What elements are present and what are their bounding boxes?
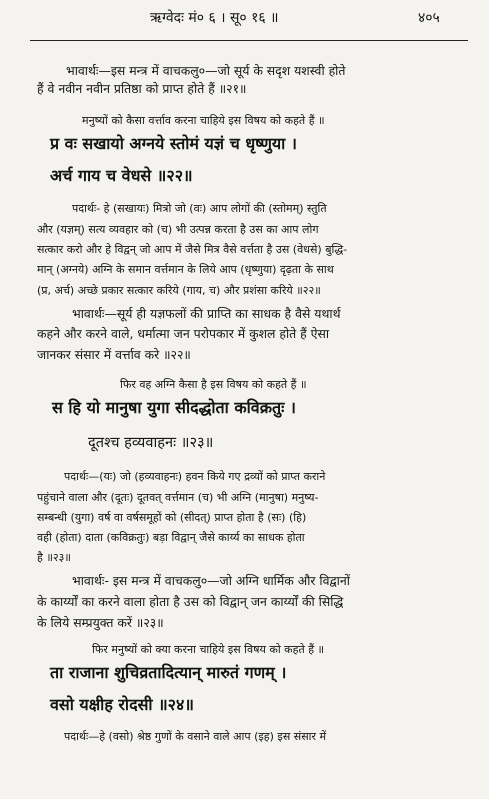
- padarth-24-line-1: पदार्थः—हे (वसो) श्रेष्ठ गुणों के वसाने वाले आप (इह) इस संसार में: [64, 730, 327, 743]
- padarth-23-line-5: है ॥२३॥: [37, 551, 71, 564]
- header-rule: [30, 40, 468, 41]
- padarth-22-line-2: और (यज्ञम्) सत्य व्यवहार को (च) भी उत्पन्न करता है उस का आप लोग: [37, 223, 319, 236]
- bhavarth-22-line-1: भावार्थः—सूर्य ही यज्ञफलों की प्राप्ति का साधक है वैसे यथार्थ: [72, 306, 341, 321]
- mantra-24-line-1: ता राजाना शुचिव्रतादित्यान् मारुतं गणम् ।: [50, 663, 287, 682]
- page-number: ४०५: [418, 10, 440, 26]
- mantra-24-line-2: वसो यक्षीह रोदसी ॥२४॥: [50, 695, 194, 714]
- mantra-23-line-2: दूतश्च हव्यवाहनः ॥२३॥: [88, 434, 214, 451]
- intro-24: फिर मनुष्यों को क्या करना चाहिये इस विषय को कहते हैं ॥: [92, 643, 325, 656]
- padarth-23-line-3: सम्बन्धी (युगा) वर्ष वा वर्षसमूहों को (सीदत्) प्राप्त होता है (सः) (हि): [37, 511, 307, 524]
- mantra-23-line-1: स हि यो मानुषा युगा सीदद्धोता कविक्रतुः ।: [52, 398, 296, 417]
- bhavarth-22-line-2: कहने और करने वाले, धर्मात्मा जन परोपकार में कुशल होते हैं ऐसा: [37, 326, 330, 341]
- running-header: ऋग्वेदः मं० ६ । सू० १६ ॥: [150, 10, 279, 26]
- bhavarth-22-line-3: जानकर संसार में वर्त्ताव करे ॥२२॥: [37, 347, 191, 362]
- padarth-22-line-5: (प्र, अर्च) अच्छे प्रकार सत्कार करिये (गाय, च) और प्रशंसा करिये ॥२२॥: [37, 284, 321, 297]
- bhavarth-21-line-1: भावार्थः—इस मन्त्र में वाचकलु०—जो सूर्य के सदृश यशस्वी होते: [66, 63, 346, 78]
- padarth-22-line-4: मान् (अग्नये) अग्नि के समान वर्त्तमान के लिये आप (धृष्णुया) दृढ़ता के साथ: [37, 263, 334, 276]
- bhavarth-21-line-2: हैं वे नवीन नवीन प्रतिष्ठा को प्राप्त होते हैं ॥२१॥: [37, 81, 247, 96]
- intro-22: मनुष्यों को कैसा वर्त्ताव करना चाहिये इस विषय को कहते हैं ॥: [82, 114, 325, 127]
- bhavarth-23-line-2: के कार्य्यों का करने वाला होता है उस को विद्वान् जन कार्य्यों की सिद्धि: [37, 594, 344, 609]
- padarth-23-line-4: वही (होता) दाता (कविक्रतुः) बड़ा विद्वान् जैसे कार्य्य का साधक होता: [37, 531, 305, 544]
- padarth-23-line-1: पदार्थः—(यः) जो (हव्यवाहनः) हवन किये गए द्रव्यों को प्राप्त कराने: [64, 470, 326, 483]
- padarth-22-line-1: पदार्थः- हे (सखायः) मित्रो जो (वः) आप लोगों की (स्तोमम्) स्तुति: [72, 202, 327, 215]
- padarth-23-line-2: पहुंचाने वाला और (दूतः) दूतवत् वर्त्तमान (च) भी अग्नि (मानुषा) मनुष्य-: [37, 491, 319, 504]
- intro-23: फिर वह अग्नि कैसा है इस विषय को कहते हैं ॥: [120, 378, 307, 391]
- padarth-22-line-3: सत्कार करो और हे विद्वन् जो आप में जैसे मित्र वैसे वर्त्तता है उस (वेधसे) बुद्धि-: [37, 243, 348, 256]
- bhavarth-23-line-1: भावार्थः- इस मन्त्र में वाचकलु०—जो अग्नि धार्मिक और विद्वानों: [72, 573, 350, 588]
- bhavarth-23-line-3: के लिये सम्प्रयुक्त करें ॥२३॥: [37, 615, 164, 630]
- mantra-22-line-2: अर्च गाय च वेधसे ॥२२॥: [50, 166, 193, 185]
- mantra-22-line-1: प्र वः सखायो अग्नये स्तोमं यज्ञं च धृष्णुया ।: [50, 134, 297, 153]
